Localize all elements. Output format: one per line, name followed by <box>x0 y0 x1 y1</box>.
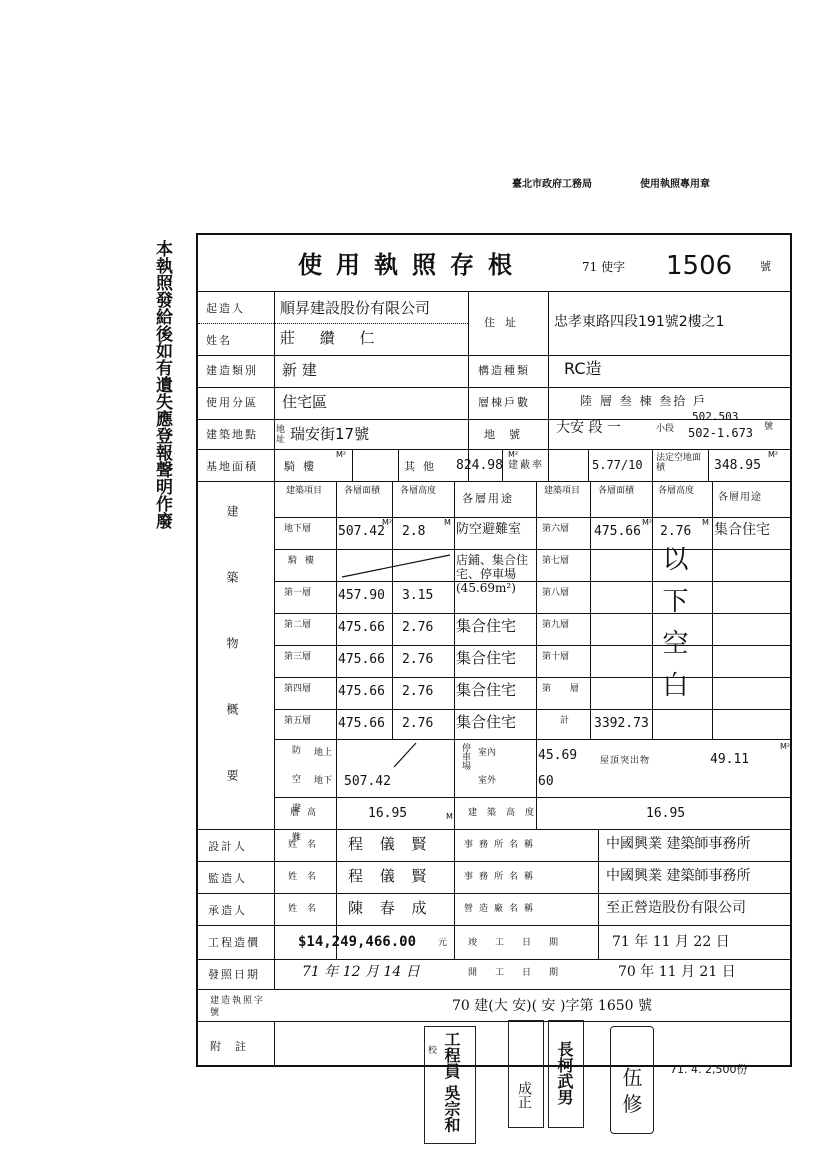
indoor-label: 室內 <box>478 748 497 758</box>
permit-number: 1506 <box>666 251 733 281</box>
complete-date-label: 竣工日期 <box>468 938 577 948</box>
air-raid-label: 防空避難 <box>290 745 300 861</box>
issue-date: 71 年 12 月 14 日 <box>302 964 420 980</box>
floor-r-1-name: 第七層 <box>542 556 570 566</box>
floor-height-label: 層高 <box>290 808 325 818</box>
floor-r-0-height: 2.76 <box>660 524 692 539</box>
lot-number-a: 502.503 <box>692 410 739 423</box>
supervisor-office: 中國興業 建築師事務所 <box>606 868 751 884</box>
top-stamp: 臺北市政府工務局 <box>512 179 592 190</box>
lot-suffix: 號 <box>764 422 774 432</box>
cost-label: 工程造價 <box>208 936 260 949</box>
summary-section-label: 建築物概要 <box>225 505 239 835</box>
floor-r-3-name: 第九層 <box>542 620 570 630</box>
site-address-label: 地址 <box>276 425 286 445</box>
floor-r-0-name: 第六層 <box>542 524 570 534</box>
floors-units-label: 層棟戶數 <box>478 396 530 409</box>
arcade-label: 騎樓 <box>284 460 322 473</box>
site-area-label: 基地面積 <box>206 460 258 473</box>
top-stamp-2: 使用執照專用章 <box>640 179 710 190</box>
issue-date-label: 發照日期 <box>208 968 260 981</box>
contractor-name: 陳 春 成 <box>348 899 433 917</box>
height-col-header: 各層高度 <box>400 486 437 496</box>
above-label: 地上 <box>314 748 333 758</box>
coverage-label: 建蔽率 <box>508 460 544 471</box>
unit-arcade: M² <box>336 450 347 459</box>
cost-unit: 元 <box>438 938 448 948</box>
notes-label: 附註 <box>210 1040 260 1053</box>
category-value: 新 建 <box>282 361 317 379</box>
staff-text: 成正 <box>516 1081 532 1109</box>
complete-date: 71 年 11 月 22 日 <box>612 934 730 950</box>
floor-row-6-height: 2.76 <box>402 716 434 731</box>
form-title: 使用執照存根 <box>298 250 526 279</box>
floor-row-4-area: 475.66 <box>338 652 385 667</box>
floor-row-0-area: 507.42 <box>338 524 385 539</box>
approver-text: 工程員 吳宗和 <box>442 1031 461 1133</box>
unit-height: M <box>446 812 453 821</box>
section-text: 長柯武男 <box>555 1041 574 1105</box>
use-col-header: 各層用途 <box>462 492 514 505</box>
unit-6f-h: M <box>702 518 709 527</box>
structure-value: RC造 <box>564 359 602 378</box>
unit-legal: M² <box>768 450 779 459</box>
floor-row-2-area: 457.90 <box>338 588 385 603</box>
unit-b1-area: M² <box>382 518 393 527</box>
check-label: 校 <box>428 1046 438 1056</box>
lot-sub-label: 小段 <box>656 424 675 434</box>
floor-row-2-use: 店鋪、集合住宅、停車場(45.69m²) <box>456 553 529 595</box>
floor-row-5-area: 475.66 <box>338 684 385 699</box>
bldg-height-value: 16.95 <box>646 806 686 821</box>
designer-office-label: 事務所名稱 <box>464 840 540 850</box>
lot-section: 大安 段 一 <box>556 420 621 436</box>
floor-col-header-r: 建築項目 <box>544 486 581 496</box>
floor-row-3-use: 集合住宅 <box>456 617 517 635</box>
floor-r-2-name: 第八層 <box>542 588 570 598</box>
parking-indoor: 45.69 <box>538 748 578 763</box>
permit-form <box>196 233 792 1067</box>
area-col-header: 各層面積 <box>344 486 381 496</box>
zoning-label: 使用分區 <box>206 396 258 409</box>
build-permit-value: 70 建(大 安)( 安 )字第 1650 號 <box>452 998 652 1014</box>
floor-row-4-use: 集合住宅 <box>456 649 517 667</box>
total-area: 3392.73 <box>594 716 649 731</box>
start-date-label: 開工日期 <box>468 968 577 978</box>
area-col-header-r: 各層面積 <box>598 486 635 496</box>
address-value: 忠孝東路四段191號2樓之1 <box>554 314 725 330</box>
floor-row-1-name: 騎樓 <box>288 556 323 566</box>
supervisor-name-label: 姓名 <box>288 872 327 882</box>
unit-b1-h: M <box>444 518 451 527</box>
contractor-label: 承造人 <box>208 904 247 917</box>
designer-name: 程 儀 賢 <box>348 835 433 853</box>
permit-prefix: 71 使字 <box>582 260 626 274</box>
designer-name-label: 姓名 <box>288 840 327 850</box>
chief-stamp <box>610 1026 654 1134</box>
legal-area-value: 348.95 <box>714 458 761 473</box>
floor-row-0-name: 地下層 <box>284 524 312 534</box>
floor-row-5-use: 集合住宅 <box>456 681 517 699</box>
section-stamp <box>548 1020 584 1128</box>
permit-suffix: 號 <box>760 260 773 273</box>
height-col-header-r: 各層高度 <box>658 486 695 496</box>
site-label: 建築地點 <box>206 428 258 441</box>
floor-r-0-area: 475.66 <box>594 524 641 539</box>
supervisor-name: 程 儀 賢 <box>348 867 433 885</box>
contractor-firm-label: 營造廠名稱 <box>464 904 540 914</box>
floor-generic: 第 層 <box>542 684 587 694</box>
floor-row-2-name: 第一層 <box>284 588 312 598</box>
contractor-name-label: 姓名 <box>288 904 327 914</box>
structure-label: 構造種類 <box>478 364 530 377</box>
lot-number-b: 502-1.673 <box>688 426 754 440</box>
start-date: 70 年 11 月 21 日 <box>618 964 736 980</box>
floor-row-2-height: 3.15 <box>402 588 434 603</box>
unit-other: M² <box>508 450 519 459</box>
floor-r-0-use: 集合住宅 <box>714 522 770 538</box>
zoning-value: 住宅區 <box>282 393 328 411</box>
coverage-value: 5.77/10 <box>592 458 643 472</box>
floor-r-4-name: 第十層 <box>542 652 570 662</box>
floor-row-5-height: 2.76 <box>402 684 434 699</box>
legal-area-label: 法定空地面積 <box>656 453 702 473</box>
floor-row-5-name: 第四層 <box>284 684 312 694</box>
below-label: 地下 <box>314 776 333 786</box>
builder-name-label: 姓名 <box>206 334 232 347</box>
build-permit-label: 建造執照字號 <box>210 996 266 1018</box>
contractor-firm: 至正營造股份有限公司 <box>606 900 746 916</box>
floor-row-6-name: 第五層 <box>284 716 312 726</box>
staff-stamp <box>508 1020 544 1128</box>
floor-col-header: 建築項目 <box>286 486 323 496</box>
designer-label: 設計人 <box>208 840 247 853</box>
use-col-header-r: 各層用途 <box>718 492 762 503</box>
air-raid-below: 507.42 <box>344 774 391 789</box>
approver-stamp <box>424 1026 476 1144</box>
supervisor-label: 監造人 <box>208 872 247 885</box>
outdoor-label: 室外 <box>478 776 497 786</box>
parking-outdoor: 60 <box>538 774 554 789</box>
floor-row-4-name: 第三層 <box>284 652 312 662</box>
builder-company: 順昇建設股份有限公司 <box>280 299 431 317</box>
cost-value: $14,249,466.00 <box>298 934 417 950</box>
parking-label: 停車場 <box>460 743 470 770</box>
floor-row-0-height: 2.8 <box>402 524 426 539</box>
floor-height-value: 16.95 <box>368 806 408 821</box>
builder-person: 莊 纘 仁 <box>280 329 385 347</box>
unit-roof: M² <box>780 742 791 751</box>
total-label: 計 <box>560 716 570 726</box>
roof-area: 49.11 <box>710 752 750 767</box>
floor-row-6-use: 集合住宅 <box>456 713 517 731</box>
bldg-height-label: 建築高度 <box>468 808 545 818</box>
designer-office: 中國興業 建築師事務所 <box>606 836 751 852</box>
supervisor-office-label: 事務所名稱 <box>464 872 540 882</box>
other-label: 其他 <box>404 460 442 473</box>
left-margin-note: 本執照發給後如有遺失應登報聲明作廢 <box>152 240 172 529</box>
footer-print-info: 71. 4. 2,500份 <box>670 1063 748 1076</box>
floors-units-value: 陸 層 叁 棟 叁拾 戶 <box>580 394 708 408</box>
roof-label: 屋頂突出物 <box>600 756 651 766</box>
floor-row-0-use: 防空避難室 <box>456 522 522 537</box>
other-area: 824.98 <box>456 458 503 473</box>
blank-note: 以下空白 <box>658 545 688 713</box>
address-label: 住址 <box>484 316 526 329</box>
builder-label: 起造人 <box>206 302 245 315</box>
floor-row-3-name: 第二層 <box>284 620 312 630</box>
lot-label: 地號 <box>484 428 534 441</box>
chief-text: 伍 修 <box>619 1067 643 1114</box>
unit-6f-area: M² <box>642 518 653 527</box>
floor-row-3-height: 2.76 <box>402 620 434 635</box>
category-label: 建造類別 <box>206 364 258 377</box>
floor-row-6-area: 475.66 <box>338 716 385 731</box>
site-address: 瑞安街17號 <box>290 425 370 443</box>
floor-row-4-height: 2.76 <box>402 652 434 667</box>
floor-row-3-area: 475.66 <box>338 620 385 635</box>
